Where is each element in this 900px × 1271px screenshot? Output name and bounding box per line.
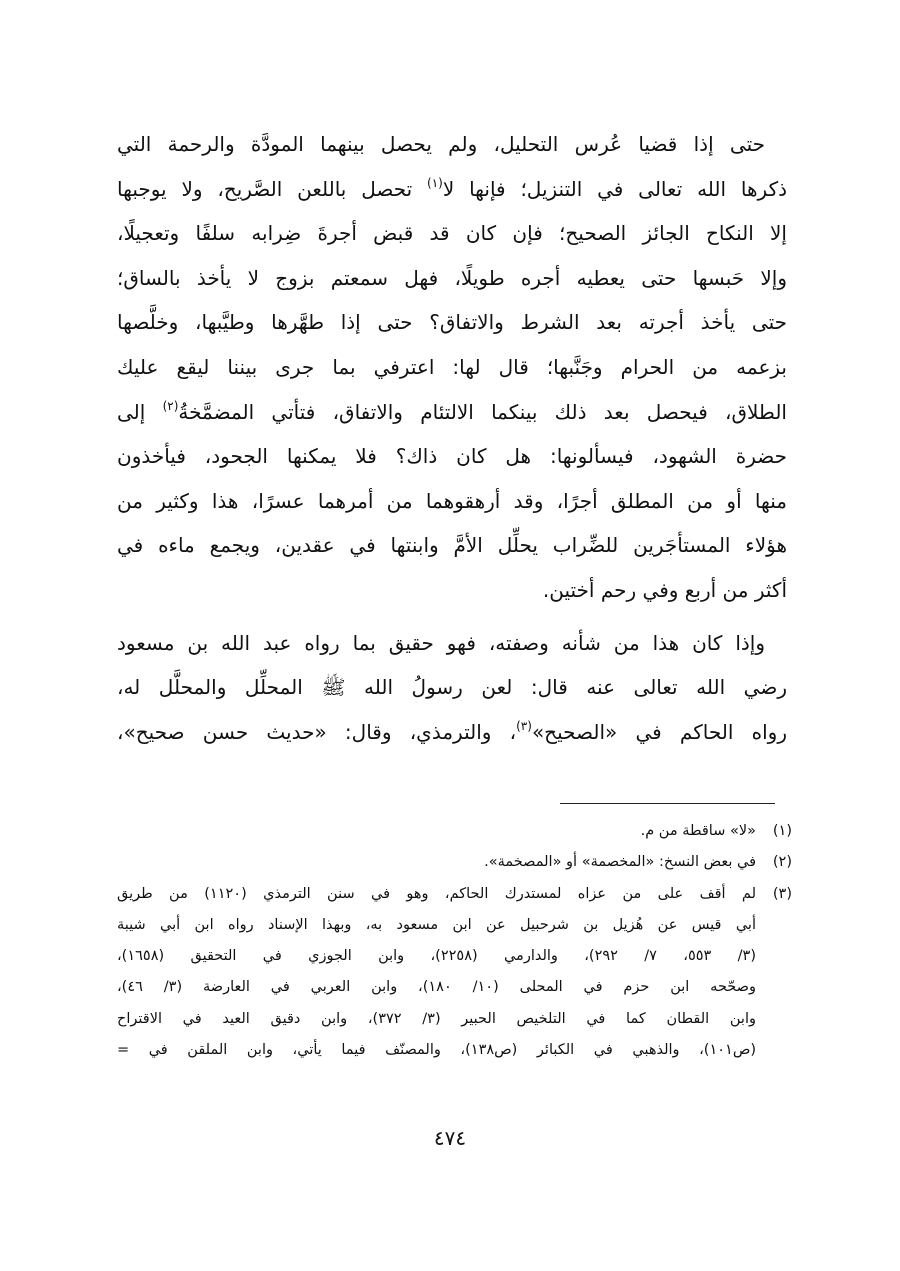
footnote-ref[interactable]: (١) bbox=[427, 175, 443, 190]
text-line bbox=[117, 345, 787, 390]
main-text bbox=[117, 122, 787, 754]
text-line bbox=[117, 167, 787, 212]
text-segment: إلا النكاح الجائز الصحيح؛ فإن كان قد قبض أجرةَ ضِرابه سلفًا وتعجيلًا، bbox=[117, 221, 787, 246]
text-line bbox=[117, 390, 787, 435]
text-line bbox=[117, 434, 787, 479]
footnote-3-line bbox=[117, 1004, 792, 1035]
text-line bbox=[117, 621, 787, 666]
footnote-number: (٣) bbox=[772, 885, 792, 902]
page-number: ٤٧٤ bbox=[433, 1126, 467, 1150]
footnote-3-line bbox=[117, 1035, 792, 1066]
footnote-number: (١) bbox=[772, 823, 792, 839]
text-segment: تحصل باللعن الصَّريح، ولا يوجبها bbox=[117, 176, 428, 201]
footnote-3-line bbox=[117, 972, 792, 1003]
footnote-text: (ص١٠١)، والذهبي في الكبائر (ص١٣٨)، والمصنّف فيما يأتي، وابن الملقن في = bbox=[117, 1042, 756, 1059]
text-segment: رواه الحاكم في «الصحيح» bbox=[531, 719, 787, 744]
text-segment: حتى إذا قضيا عُرس التحليل، ولم يحصل بينهما المودَّة والرحمة التي bbox=[117, 132, 765, 156]
text-segment: رضي الله تعالى عنه قال: لعن رسولُ الله ﷺ المحلِّل والمحلَّل له، bbox=[117, 675, 787, 700]
text-line bbox=[117, 568, 787, 613]
footnote-text: وابن القطان كما في التلخيص الحبير (٣/ ٣٧٢)، وابن دقيق العيد في الاقتراح bbox=[117, 1010, 756, 1027]
footnote-ref[interactable]: (٢) bbox=[162, 398, 179, 413]
paragraph-gap bbox=[117, 613, 787, 621]
text-line bbox=[117, 479, 787, 524]
text-segment: أكثر من أربع وفي رحم أختين. bbox=[542, 577, 787, 602]
text-segment: الطلاق، فيحصل بعد ذلك بينكما الالتئام والاتفاق، فتأتي المضمَّخةُ bbox=[178, 399, 787, 424]
text-line bbox=[117, 665, 787, 710]
footnote-text: لم أقف على من عزاه لمستدرك الحاكم، وهو في سنن الترمذي (١١٢٠) من طريق bbox=[117, 885, 756, 902]
text-segment: منها أو من المطلق أجرًا، وقد أرهقوهما من أمرهما عسرًا، هذا وكثير من bbox=[117, 488, 787, 513]
footnote-3 bbox=[117, 879, 792, 910]
text-line bbox=[117, 256, 787, 301]
footnote-ref[interactable]: (٣) bbox=[516, 718, 532, 733]
text-segment: حتى يأخذ أجرته بعد الشرط والاتفاق؟ حتى إذا طهَّرها وطيَّبها، وخلَّصها bbox=[117, 310, 787, 335]
footnote-number: (٢) bbox=[772, 854, 792, 871]
text-segment: ، والترمذي، وقال: «حديث حسن صحيح»، bbox=[117, 719, 517, 744]
footnote-3-line bbox=[117, 910, 792, 941]
text-segment: إلى bbox=[117, 399, 163, 424]
text-segment: بزعمه من الحرام وجَنَّبها؛ قال لها: اعترفي بما جرى بيننا ليقع عليك bbox=[117, 354, 787, 379]
text-segment: هؤلاء المستأجَرين للضِّراب يحلِّل الأمَّ وابنتها في عقدين، ويجمع ماءه في bbox=[117, 533, 787, 558]
text-line bbox=[117, 122, 787, 167]
text-line bbox=[117, 523, 787, 568]
footnote-1 bbox=[117, 816, 792, 847]
footnote-text: (٣/ ٥٥٣، ٧/ ٢٩٢)، والدارمي (٢٢٥٨)، وابن الجوزي في التحقيق (١٦٥٨)، bbox=[117, 948, 756, 965]
text-segment: وإلا حَبسها حتى يعطيه أجره طويلًا، فهل سمعتم بزوج لا يأخذ بالساق؛ bbox=[117, 265, 787, 290]
footnote-separator bbox=[560, 803, 775, 804]
footnote-text: أبي قيس عن هُزيل بن شرحبيل عن ابن مسعود به، وبهذا الإسناد رواه ابن أبي شيبة bbox=[117, 916, 756, 933]
text-segment: وإذا كان هذا من شأنه وصفته، فهو حقيق بما رواه عبد الله بن مسعود bbox=[117, 630, 765, 655]
text-segment: حضرة الشهود، فيسألونها: هل كان ذاك؟ فلا يمكنها الجحود، فيأخذون bbox=[117, 444, 787, 469]
footnote-text: وصحّحه ابن حزم في المحلى (١٠/ ١٨٠)، وابن العربي في العارضة (٣/ ٤٦)، bbox=[117, 979, 756, 996]
footnote-text: «لا» ساقطة من م. bbox=[640, 823, 756, 839]
text-line bbox=[117, 710, 787, 755]
footnotes bbox=[117, 816, 792, 1066]
text-line bbox=[117, 211, 787, 256]
footnote-3-line bbox=[117, 941, 792, 972]
text-segment: ذكرها الله تعالى في التنزيل؛ فإنها لا bbox=[442, 176, 788, 201]
footnote-2 bbox=[117, 847, 792, 878]
footnote-text: في بعض النسخ: «المخصمة» أو «المصخمة». bbox=[484, 854, 756, 871]
text-line bbox=[117, 300, 787, 345]
